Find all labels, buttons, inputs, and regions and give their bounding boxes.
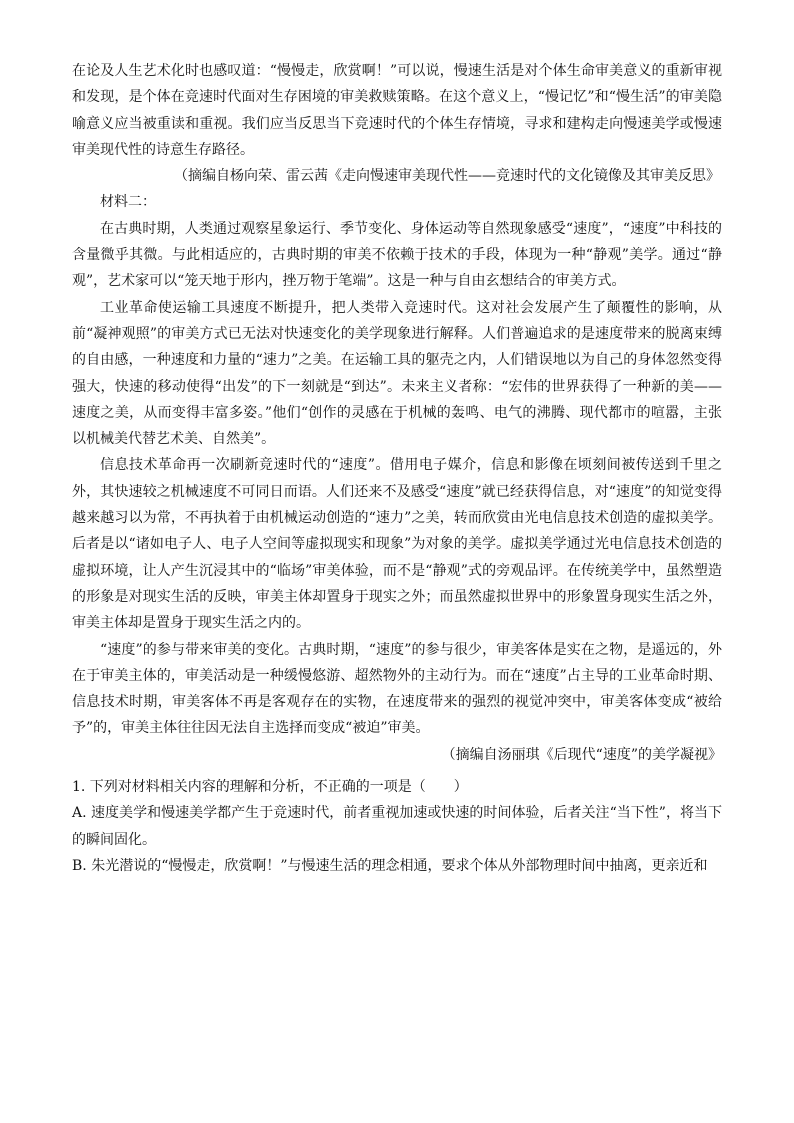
material2-paragraph-2: 工业革命使运输工具速度不断提升，把人类带入竞速时代。这对社会发展产生了颠覆性的影响，从前“凝神观照”的审美方式已无法对快速变化的美学现象进行解释。人们普遍追求的是速度带来的脱离束缚的自由感，一种速度和力量的“速力”之美。在运输工具的躯壳之内，人们错误地以为自己的身体忽然变得强大，快速的移动使得“出发”的下一刻就是“到达”。未来主义者称：“宏伟的世界获得了一种新的美——速度之美，从而变得丰富多姿。”他们“创作的灵感在于机械的轰鸣、电气的沸腾、现代都市的喧嚣，主张以机械美代替艺术美、自然美”。 [72, 299, 722, 448]
material2-paragraph-1: 在古典时期，人类通过观察星象运行、季节变化、身体运动等自然现象感受“速度”，“速度”中科技的含量微乎其微。与此相适应的，古典时期的审美不依赖于技术的手段，体现为一种“静观”美学。通过“静观”，艺术家可以“笼天地于形内，挫万物于笔端”。这是一种与自由玄想结合的审美方式。 [72, 220, 722, 290]
material2-label: 材料二： [100, 194, 156, 211]
option-b: B. 朱光潜说的“慢慢走，欣赏啊！”与慢速生活的理念相通，要求个体从外部物理时间中抽离，更亲近和 [72, 857, 708, 874]
source-citation-1: （摘编自杨向荣、雷云茜《走向慢速审美现代性——竞速时代的文化镜像及其审美反思》 [174, 168, 720, 185]
question-1: 1. 下列对材料相关内容的理解和分析，不正确的一项是（ ） [72, 779, 468, 796]
material2-paragraph-4: “速度”的参与带来审美的变化。古典时期，“速度”的参与很少，审美客体是实在之物，是遥远的，外在于审美主体的，审美活动是一种缓慢悠游、超然物外的主动行为。而在“速度”占主导的工业革命时期、信息技术时期，审美客体不再是客观存在的实物，在速度带来的强烈的视觉冲突中，审美客体变成“被给予”的，审美主体往往因无法自主选择而变成“被迫”审美。 [72, 641, 722, 737]
option-a: A. 速度美学和慢速美学都产生于竞速时代，前者重视加速或快速的时间体验，后者关注“当下性”，将当下的瞬间固化。 [72, 805, 722, 848]
material1-paragraph: 在论及人生艺术化时也感叹道：“慢慢走，欣赏啊！”可以说，慢速生活是对个体生命审美意义的重新审视和发现，是个体在竞速时代面对生存困境的审美救赎策略。在这个意义上，“慢记忆”和“慢生活”的审美隐喻意义应当被重读和重视。我们应当反思当下竞速时代的个体生存情境，寻求和建构走向慢速美学或慢速审美现代性的诗意生存路径。 [72, 63, 722, 158]
document-page [72, 58, 722, 879]
source-citation-2: （摘编自汤丽琪《后现代“速度”的美学凝视》 [441, 746, 722, 763]
material2-paragraph-3: 信息技术革命再一次刷新竞速时代的“速度”。借用电子媒介，信息和影像在顷刻间被传送到千里之外，其快速较之机械速度不可同日而语。人们还来不及感受“速度”就已经获得信息，对“速度”的知觉变得越来越习以为常，不再执着于由机械运动创造的“速力”之美，转而欣赏由光电信息技术创造的虚拟美学。后者是以“诸如电子人、电子人空间等虚拟现实和现象”为对象的美学。虚拟美学通过光电信息技术创造的虚拟环境，让人产生沉浸其中的“临场”审美体验，而不是“静观”式的旁观品评。在传统美学中，虽然塑造的形象是对现实生活的反映，审美主体却置身于现实之外；而虽然虚拟世界中的形象置身现实生活之外，审美主体却是置身于现实生活之内的。 [72, 457, 722, 632]
